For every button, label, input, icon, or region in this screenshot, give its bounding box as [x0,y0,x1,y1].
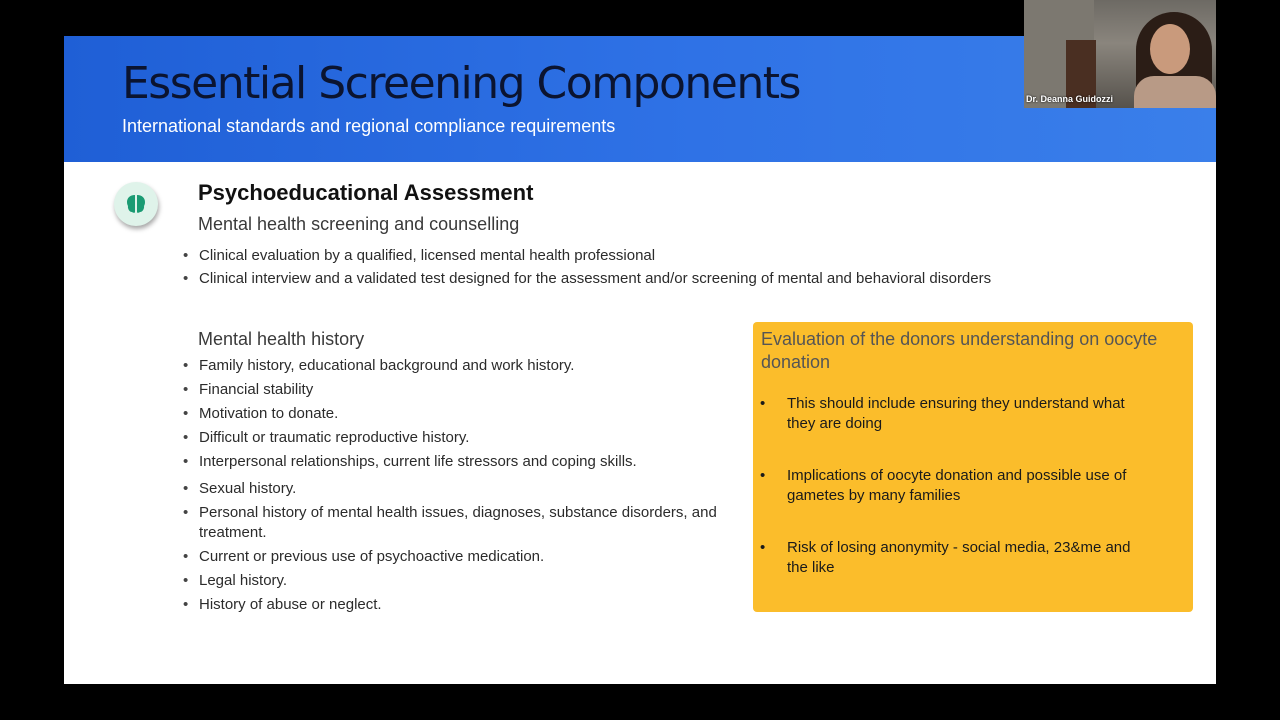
history-heading: Mental health history [198,329,365,349]
presentation-slide [64,36,1216,684]
screening-bullet-list [64,246,991,292]
list-item: • History of abuse or neglect. [183,595,744,615]
list-item: • Clinical evaluation by a qualified, licensed mental health professional [183,246,991,266]
list-item: • Current or previous use of psychoactive medication. [183,547,744,567]
section-subtitle: Mental health screening and counselling [198,214,520,234]
list-item: • Difficult or traumatic reproductive history. [183,428,744,448]
list-item: • Interpersonal relationships, current life stressors and coping skills. [183,452,744,472]
history-bullet-list [64,356,744,619]
list-item: • Family history, educational background and work history. [183,356,744,376]
callout-heading: Evaluation of the donors understanding on oocyte donation [761,329,1158,372]
brain-icon [114,182,158,226]
slide-subtitle: International standards and regional compliance requirements [122,116,616,136]
slide-title: Essential Screening Components [122,58,800,109]
list-item: • Financial stability [183,380,744,400]
callout-bullet-list [760,394,1140,610]
list-item: • Legal history. [183,571,744,591]
list-item: • Risk of losing anonymity - social media, 23&me and the like [760,538,1140,578]
list-item: • Motivation to donate. [183,404,744,424]
section-title: Psychoeducational Assessment [198,180,534,205]
list-item: • Clinical interview and a validated test designed for the assessment and/or screening of mental and behavioral disorders [183,269,991,289]
participant-name-label: Dr. Deanna Guidozzi [1026,94,1114,104]
list-item: • Implications of oocyte donation and possible use of gametes by many families [760,466,1140,506]
donor-understanding-callout [753,322,1193,612]
list-item: • This should include ensuring they understand what they are doing [760,394,1140,434]
webcam-video-tile[interactable] [1024,0,1216,108]
list-item: • Sexual history. [183,479,744,499]
list-item: • Personal history of mental health issues, diagnoses, substance disorders, and treatment. [183,503,729,543]
